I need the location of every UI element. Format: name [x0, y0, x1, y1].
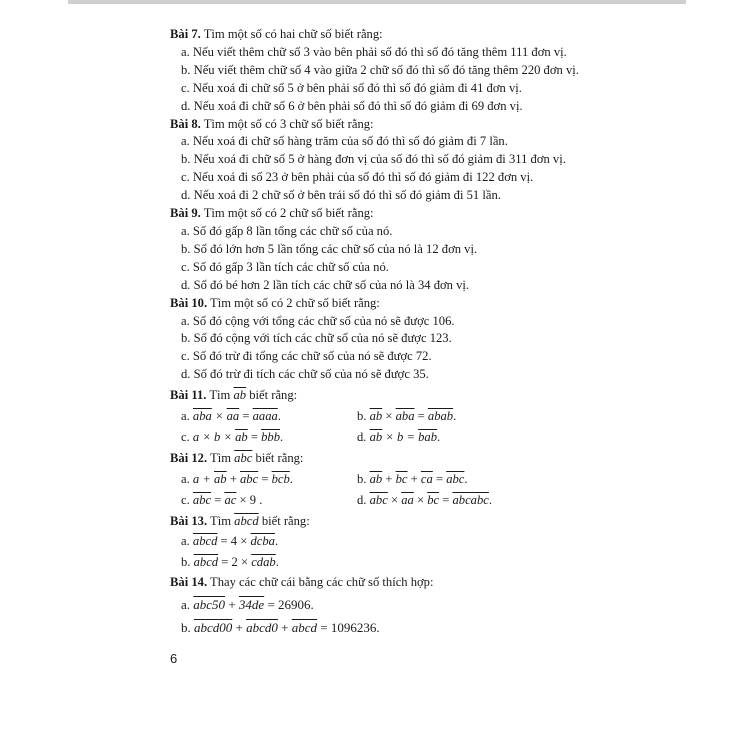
- problem-label: Bài 14.: [170, 575, 208, 590]
- item-label: b.: [181, 620, 191, 636]
- problem-item: d. Nếu xoá đi chữ số 6 ở bên phải số đó thì số đó giảm đi 69 đơn vị.: [181, 98, 523, 113]
- problem-12-row-2: [170, 492, 610, 510]
- overlined-number: abcd: [192, 534, 218, 549]
- overlined-number: $\overline{ab}$: [369, 471, 383, 486]
- overlined-number: dcba: [250, 534, 275, 549]
- operator: +: [407, 471, 421, 486]
- problem-11-row-1: [170, 408, 610, 426]
- equation-b: [170, 618, 610, 638]
- operator: +: [232, 620, 247, 636]
- problem-item: a. Nếu viết thêm chữ số 3 vào bên phải số đó thì số đó tăng thêm 111 đơn vị.: [181, 44, 567, 59]
- period: .: [464, 471, 468, 486]
- overlined-number: $\overline{ab}$: [214, 471, 227, 486]
- overlined-number: $\overline{ab}$: [369, 409, 383, 424]
- overlined-number: abcd0: [246, 620, 278, 636]
- overlined-number: $\overline{aba}$: [395, 409, 415, 424]
- problem-title-pre: Tìm: [209, 388, 231, 403]
- problem-title: Thay các chữ cái bằng các chữ số thích hợp:: [210, 575, 434, 590]
- overlined-number: abcd: [291, 620, 318, 636]
- problem-item: c. Số đó gấp 3 lần tích các chữ số của nó.: [181, 259, 389, 274]
- operator: +: [382, 471, 396, 486]
- problem-title: Tìm một số có 2 chữ số biết rằng:: [210, 295, 380, 310]
- problem-title-post: biết rằng:: [255, 450, 304, 465]
- problem-title-post: biết rằng:: [261, 513, 310, 528]
- expression-part: a +: [192, 471, 214, 486]
- equals-sign: =: [439, 492, 453, 507]
- overlined-number: abc50: [193, 597, 226, 613]
- problem-item: d. Nếu xoá đi 2 chữ số ở bên trái số đó thì số đó giảm đi 51 lần.: [181, 188, 501, 203]
- problem-title: Tìm một số có 3 chữ số biết rằng:: [203, 116, 374, 131]
- expression-part: = 4 ×: [217, 534, 251, 549]
- problem-title-post: biết rằng:: [249, 388, 298, 403]
- period: .: [289, 471, 293, 486]
- item-label: a.: [181, 534, 190, 549]
- problem-item: b. Nếu xoá đi chữ số 5 ở hàng đơn vị của số đó thì số đó giảm đi 311 đơn vị.: [181, 152, 566, 167]
- overlined-number: abcd: [234, 513, 259, 528]
- problem-item: a. Số đó gấp 8 lần tổng các chữ số của nó.: [181, 223, 393, 238]
- overlined-number: $\overline{aa}$: [226, 409, 240, 424]
- operator: ×: [387, 492, 402, 507]
- operator: +: [225, 597, 239, 613]
- problem-label: Bài 12.: [170, 450, 208, 465]
- period: .: [274, 534, 279, 549]
- item-label: b.: [181, 555, 191, 570]
- item-label: c.: [181, 492, 190, 507]
- expression-part: × 9 .: [236, 492, 263, 507]
- overlined-number: $\overline{ab}$: [233, 388, 247, 403]
- problem-item: c. Nếu xoá đi chữ số 5 ở bên phải số đó thì số đó giảm đi 41 đơn vị.: [181, 80, 522, 95]
- operator: ×: [413, 492, 428, 507]
- period: .: [279, 429, 284, 444]
- overlined-number: $\overline{abc}$: [192, 492, 212, 507]
- exercise-content: [170, 26, 610, 638]
- overlined-number: $\overline{ac}$: [224, 492, 237, 507]
- equation-a: [170, 595, 610, 615]
- expression-part: = 1096236.: [317, 620, 380, 636]
- equation-d: [357, 492, 492, 510]
- operator: ×: [211, 409, 227, 424]
- overlined-number: $\overline{aba}$: [192, 409, 212, 424]
- overlined-number: $\overline{ca}$: [420, 471, 433, 486]
- problem-item: a. Số đó cộng với tổng các chữ số của nó sẽ được 106.: [181, 313, 455, 328]
- problem-item: b. Số đó lớn hơn 5 lần tổng các chữ số của nó là 12 đơn vị.: [181, 241, 478, 256]
- problem-12-heading: [170, 450, 610, 468]
- equals-sign: =: [211, 492, 225, 507]
- overlined-number: $\overline{bcb}$: [271, 471, 290, 486]
- problem-item: b. Nếu viết thêm chữ số 4 vào giữa 2 chữ số đó thì số đó tăng thêm 220 đơn vị.: [181, 62, 579, 77]
- problem-12-row-1: [170, 471, 610, 489]
- overlined-number: $\overline{abc}$: [234, 450, 253, 465]
- expression-part: × b =: [382, 429, 419, 444]
- operator: ×: [382, 409, 396, 424]
- overlined-number: 34de: [238, 597, 265, 613]
- period: .: [275, 555, 279, 570]
- item-label: a.: [181, 597, 191, 613]
- overlined-number: $\overline{bab}$: [418, 429, 437, 444]
- period: .: [436, 429, 441, 444]
- equals-sign: =: [239, 409, 253, 424]
- expression-part: = 2 ×: [218, 555, 252, 570]
- equation-c: [181, 492, 357, 510]
- problem-item: a. Nếu xoá đi chữ số hàng trăm của số đó thì số đó giảm đi 7 lần.: [181, 134, 508, 149]
- overlined-number: aaaa: [252, 409, 278, 424]
- problem-item: c. Số đó trừ đi tổng các chữ số của nó sẽ được 72.: [181, 349, 432, 364]
- problem-label: Bài 8.: [170, 116, 201, 131]
- problem-10-heading: [170, 295, 610, 313]
- overlined-number: $\overline{abc}$: [446, 471, 465, 486]
- operator: +: [226, 471, 240, 486]
- problem-item: d. Số đó bé hơn 2 lần tích các chữ số của nó là 34 đơn vị.: [181, 277, 470, 292]
- overlined-number: $\overline{bc}$: [427, 492, 440, 507]
- period: .: [488, 492, 493, 507]
- equation-b: [357, 408, 456, 426]
- equation-a: [170, 533, 610, 551]
- equals-sign: =: [258, 471, 272, 486]
- problem-label: Bài 11.: [170, 388, 207, 403]
- problem-label: Bài 9.: [170, 206, 201, 221]
- equation-a: [181, 471, 357, 489]
- equation-b: [357, 471, 468, 489]
- problem-7-heading: [170, 26, 610, 44]
- overlined-number: $\overline{ab}$: [235, 429, 248, 444]
- problem-item: b. Số đó cộng với tích các chữ số của nó sẽ được 123.: [181, 331, 452, 346]
- item-label: c.: [181, 429, 190, 444]
- overlined-number: abcd: [193, 555, 219, 570]
- page-number: 6: [170, 651, 178, 666]
- overlined-number: $\overline{abc}$: [240, 471, 259, 486]
- equals-sign: =: [432, 471, 447, 486]
- problem-11-heading: [170, 387, 610, 405]
- item-label: b.: [357, 409, 367, 424]
- overlined-number: abcd00: [194, 620, 233, 636]
- equation-c: [181, 429, 357, 447]
- expression-part: = 26906.: [264, 597, 314, 613]
- problem-title-pre: Tìm: [210, 450, 232, 465]
- problem-item: c. Nếu xoá đi số 23 ở bên phải của số đó thì số đó giảm đi 122 đơn vị.: [181, 170, 534, 185]
- problem-title: Tìm một số có 2 chữ số biết rằng:: [203, 206, 374, 221]
- overlined-number: $\overline{bbb}$: [261, 429, 280, 444]
- overlined-number: $\overline{aa}$: [401, 492, 414, 507]
- problem-11-row-2: [170, 429, 610, 447]
- equation-d: [357, 429, 440, 447]
- item-label: d.: [357, 429, 367, 444]
- equation-a: [181, 408, 357, 426]
- problem-label: Bài 7.: [170, 27, 201, 41]
- problem-title-pre: Tìm: [210, 513, 232, 528]
- period: .: [277, 409, 281, 424]
- problem-13-heading: [170, 513, 610, 531]
- problem-14-heading: [170, 574, 610, 592]
- overlined-number: abcabc: [452, 492, 489, 507]
- operator: +: [277, 620, 292, 636]
- item-label: b.: [357, 471, 367, 486]
- period: .: [453, 409, 457, 424]
- equals-sign: =: [414, 409, 428, 424]
- problem-title: Tìm một số có hai chữ số biết rằng:: [203, 27, 383, 41]
- problem-9-heading: [170, 205, 610, 223]
- overlined-number: $\overline{abc}$: [369, 492, 388, 507]
- problem-label: Bài 10.: [170, 295, 208, 310]
- problem-8-heading: [170, 116, 610, 134]
- expression-part: a × b ×: [192, 429, 236, 444]
- equals-sign: =: [247, 429, 262, 444]
- problem-item: d. Số đó trừ đi tích các chữ số của nó sẽ được 35.: [181, 367, 429, 382]
- item-label: a.: [181, 409, 190, 424]
- equation-b: [170, 554, 610, 572]
- item-label: a.: [181, 471, 190, 486]
- problem-label: Bài 13.: [170, 513, 208, 528]
- overlined-number: $\overline{bc}$: [395, 471, 408, 486]
- item-label: d.: [357, 492, 367, 507]
- top-border: [68, 0, 686, 4]
- overlined-number: abab: [427, 409, 454, 424]
- overlined-number: cdab: [251, 555, 276, 570]
- overlined-number: $\overline{ab}$: [369, 429, 383, 444]
